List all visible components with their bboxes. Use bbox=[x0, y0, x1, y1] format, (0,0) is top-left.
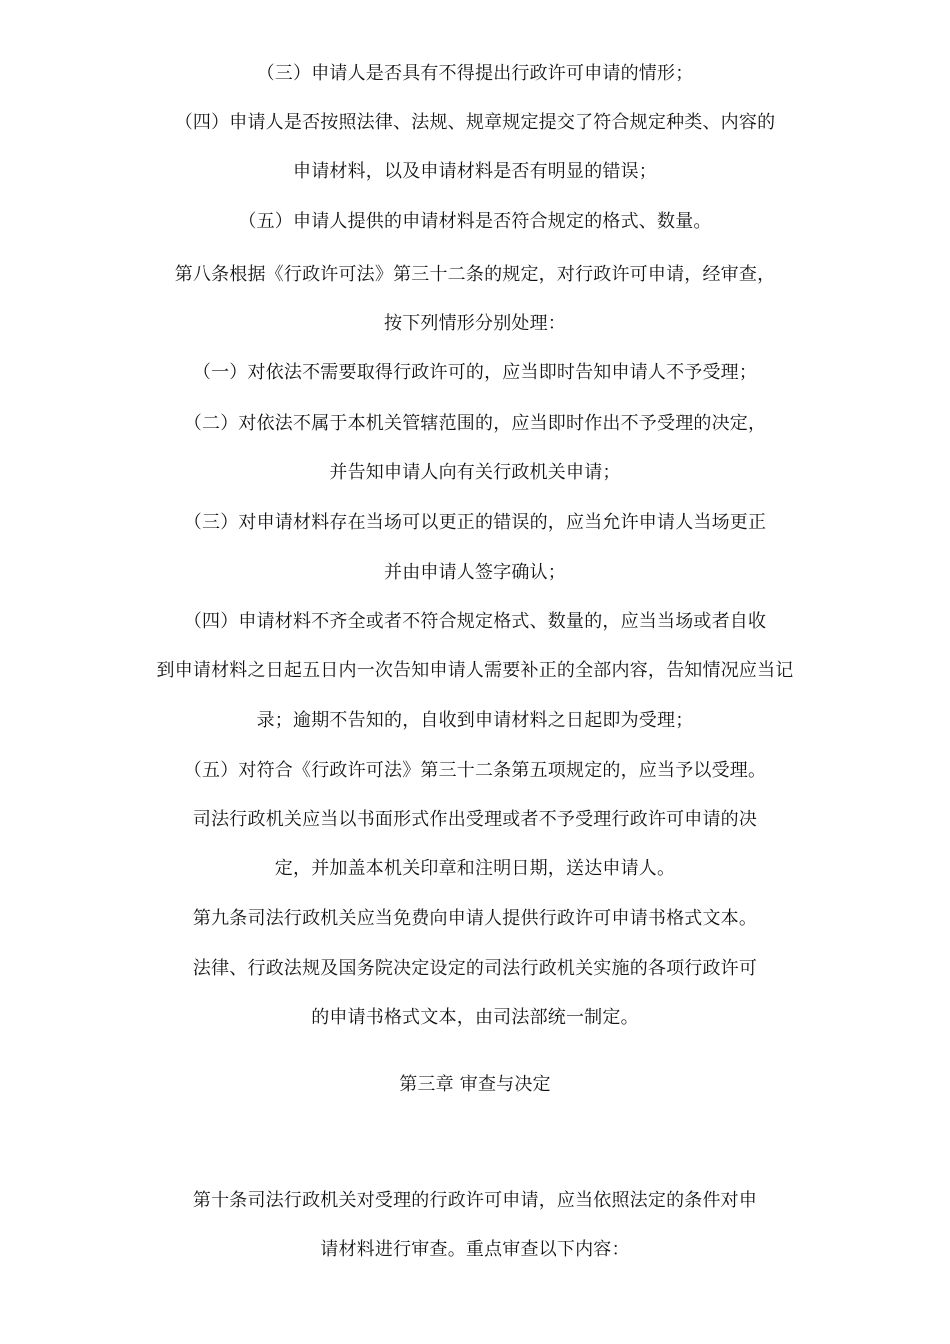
text-line: 录；逾期不告知的，自收到申请材料之日起即为受理； bbox=[256, 710, 694, 731]
text-line: 申请材料，以及申请材料是否有明显的错误； bbox=[293, 161, 657, 182]
text-line: 第八条根据《行政许可法》第三十二条的规定，对行政许可申请，经审查， bbox=[174, 264, 776, 285]
text-line: 第十条司法行政机关对受理的行政许可申请，应当依照法定的条件对申 bbox=[192, 1190, 758, 1211]
text-line: （三）申请人是否具有不得提出行政许可申请的情形； bbox=[256, 63, 694, 84]
text-line: 定，并加盖本机关印章和注明日期，送达申请人。 bbox=[274, 858, 676, 879]
text-line: （三）对申请材料存在当场可以更正的错误的，应当允许申请人当场更正 bbox=[183, 512, 767, 533]
text-line: 到申请材料之日起五日内一次告知申请人需要补正的全部内容，告知情况应当记 bbox=[156, 660, 794, 681]
text-line: （五）申请人提供的申请材料是否符合规定的格式、数量。 bbox=[238, 211, 712, 232]
text-line: 的申请书格式文本，由司法部统一制定。 bbox=[311, 1007, 639, 1028]
text-line: （五）对符合《行政许可法》第三十二条第五项规定的，应当予以受理。 bbox=[183, 760, 767, 781]
text-line: 法律、行政法规及国务院决定设定的司法行政机关实施的各项行政许可 bbox=[192, 958, 758, 979]
text-line: 司法行政机关应当以书面形式作出受理或者不予受理行政许可申请的决 bbox=[192, 809, 758, 830]
text-line: （四）申请材料不齐全或者不符合规定格式、数量的，应当当场或者自收 bbox=[183, 611, 767, 632]
text-line: 并告知申请人向有关行政机关申请； bbox=[329, 462, 621, 483]
text-line: 请材料进行审查。重点审查以下内容： bbox=[320, 1239, 630, 1260]
chapter-heading: 第三章 审查与决定 bbox=[399, 1074, 551, 1095]
text-line: （四）申请人是否按照法律、法规、规章规定提交了符合规定种类、内容的 bbox=[174, 112, 776, 133]
text-line: 按下列情形分别处理： bbox=[384, 313, 566, 334]
text-line: 并由申请人签字确认； bbox=[384, 562, 566, 583]
text-line: （二）对依法不属于本机关管辖范围的，应当即时作出不予受理的决定， bbox=[183, 413, 767, 434]
text-line: 第九条司法行政机关应当免费向申请人提供行政许可申请书格式文本。 bbox=[192, 908, 758, 929]
text-line: （一）对依法不需要取得行政许可的，应当即时告知申请人不予受理； bbox=[192, 362, 758, 383]
